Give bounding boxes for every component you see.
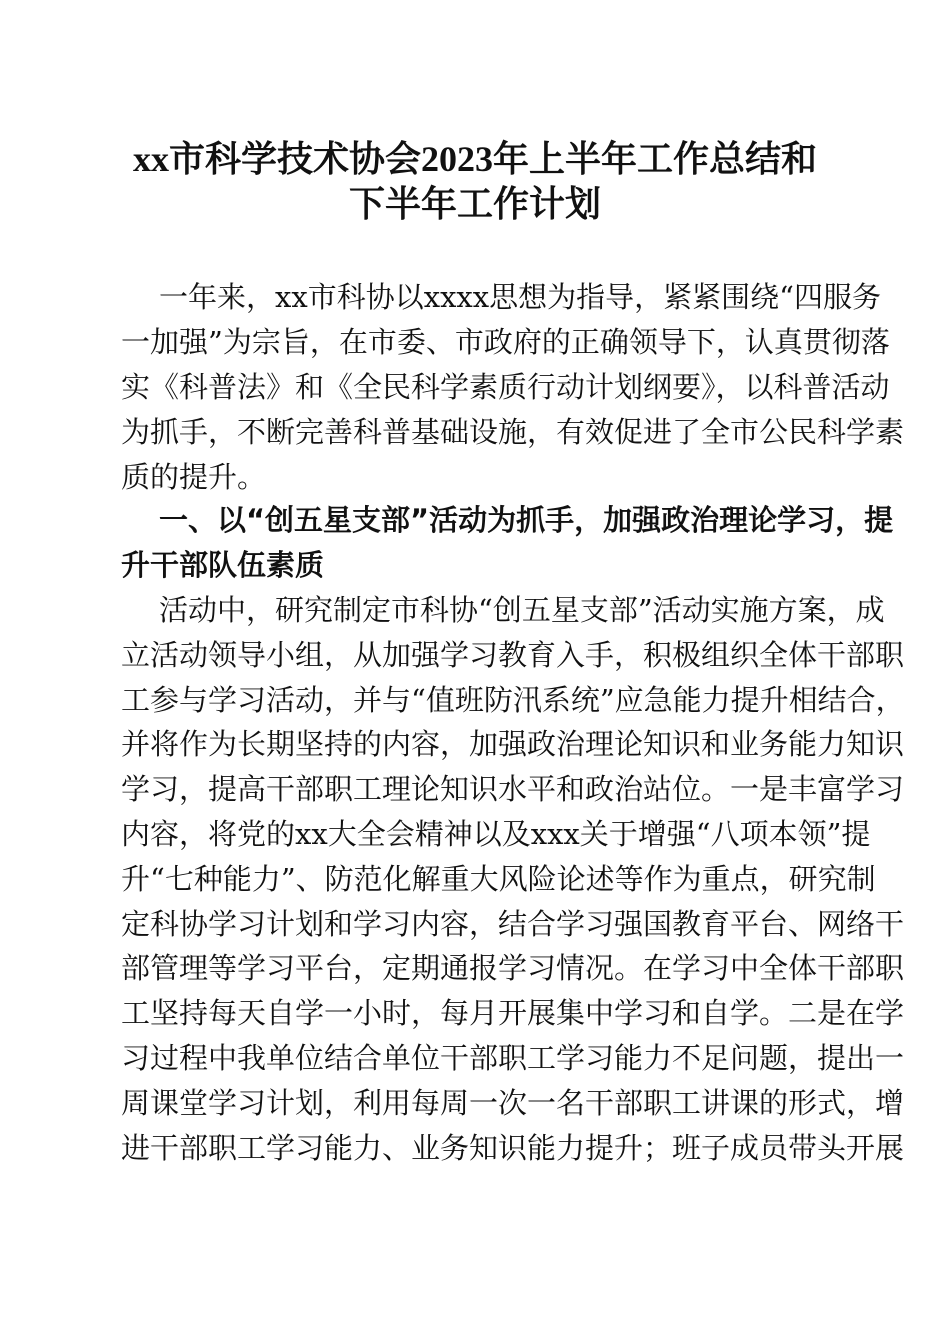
text-line: 活动中，研究制定市科协“创五星支部”活动实施方案，成 bbox=[159, 593, 885, 627]
text-line: 习过程中我单位结合单位干部职工学习能力不足问题，提出一 bbox=[121, 1040, 905, 1075]
text-line: 并将作为长期坚持的内容，加强政治理论知识和业务能力知识 bbox=[121, 727, 905, 762]
text-line: 学习，提高干部职工理论知识水平和政治站位。一是丰富学习 bbox=[121, 772, 905, 807]
text-line: 实《科普法》和《全民科学素质行动计划纲要》，以科普活动 bbox=[121, 370, 890, 404]
section-1-paragraph bbox=[121, 588, 905, 1170]
text-line: 工坚持每天自学一小时，每月开展集中学习和自学。二是在学 bbox=[121, 996, 905, 1031]
document-title bbox=[100, 137, 850, 227]
text-line: 进干部职工学习能力、业务知识能力提升；班子成员带头开展 bbox=[121, 1130, 905, 1165]
text-line: 内容，将党的xx大全会精神以及xxx关于增强“八项本领”提 bbox=[121, 816, 871, 851]
text-line: 部管理等学习平台，定期通报学习情况。在学习中全体干部职 bbox=[121, 951, 905, 986]
intro-paragraph bbox=[121, 275, 905, 500]
text-line: 定科协学习计划和学习内容，结合学习强国教育平台、网络干 bbox=[121, 906, 905, 941]
heading-line: 一、以“创五星支部”活动为抓手，加强政治理论学习，提 bbox=[159, 503, 894, 537]
text-line: 质的提升。 bbox=[121, 460, 267, 494]
text-line: 升“七种能力”、防范化解重大风险论述等作为重点，研究制 bbox=[121, 861, 876, 896]
text-line: 周课堂学习计划，利用每周一次一名干部职工讲课的形式，增 bbox=[121, 1085, 905, 1120]
heading-line: 升干部队伍素质 bbox=[121, 548, 325, 582]
section-heading-1 bbox=[121, 498, 894, 588]
title-line-2: 下半年工作计划 bbox=[348, 184, 601, 224]
text-line: 一加强”为宗旨，在市委、市政府的正确领导下，认真贯彻落 bbox=[121, 325, 890, 359]
text-line: 一年来，xx市科协以xxxx思想为指导，紧紧围绕“四服务 bbox=[159, 280, 881, 314]
text-line: 工参与学习活动，并与“值班防汛系统”应急能力提升相结合， bbox=[121, 682, 905, 717]
text-line: 为抓手，不断完善科普基础设施，有效促进了全市公民科学素 bbox=[121, 415, 905, 449]
title-line-1: xx市科学技术协会2023年上半年工作总结和 bbox=[132, 139, 817, 179]
text-line: 立活动领导小组，从加强学习教育入手，积极组织全体干部职 bbox=[121, 637, 905, 672]
